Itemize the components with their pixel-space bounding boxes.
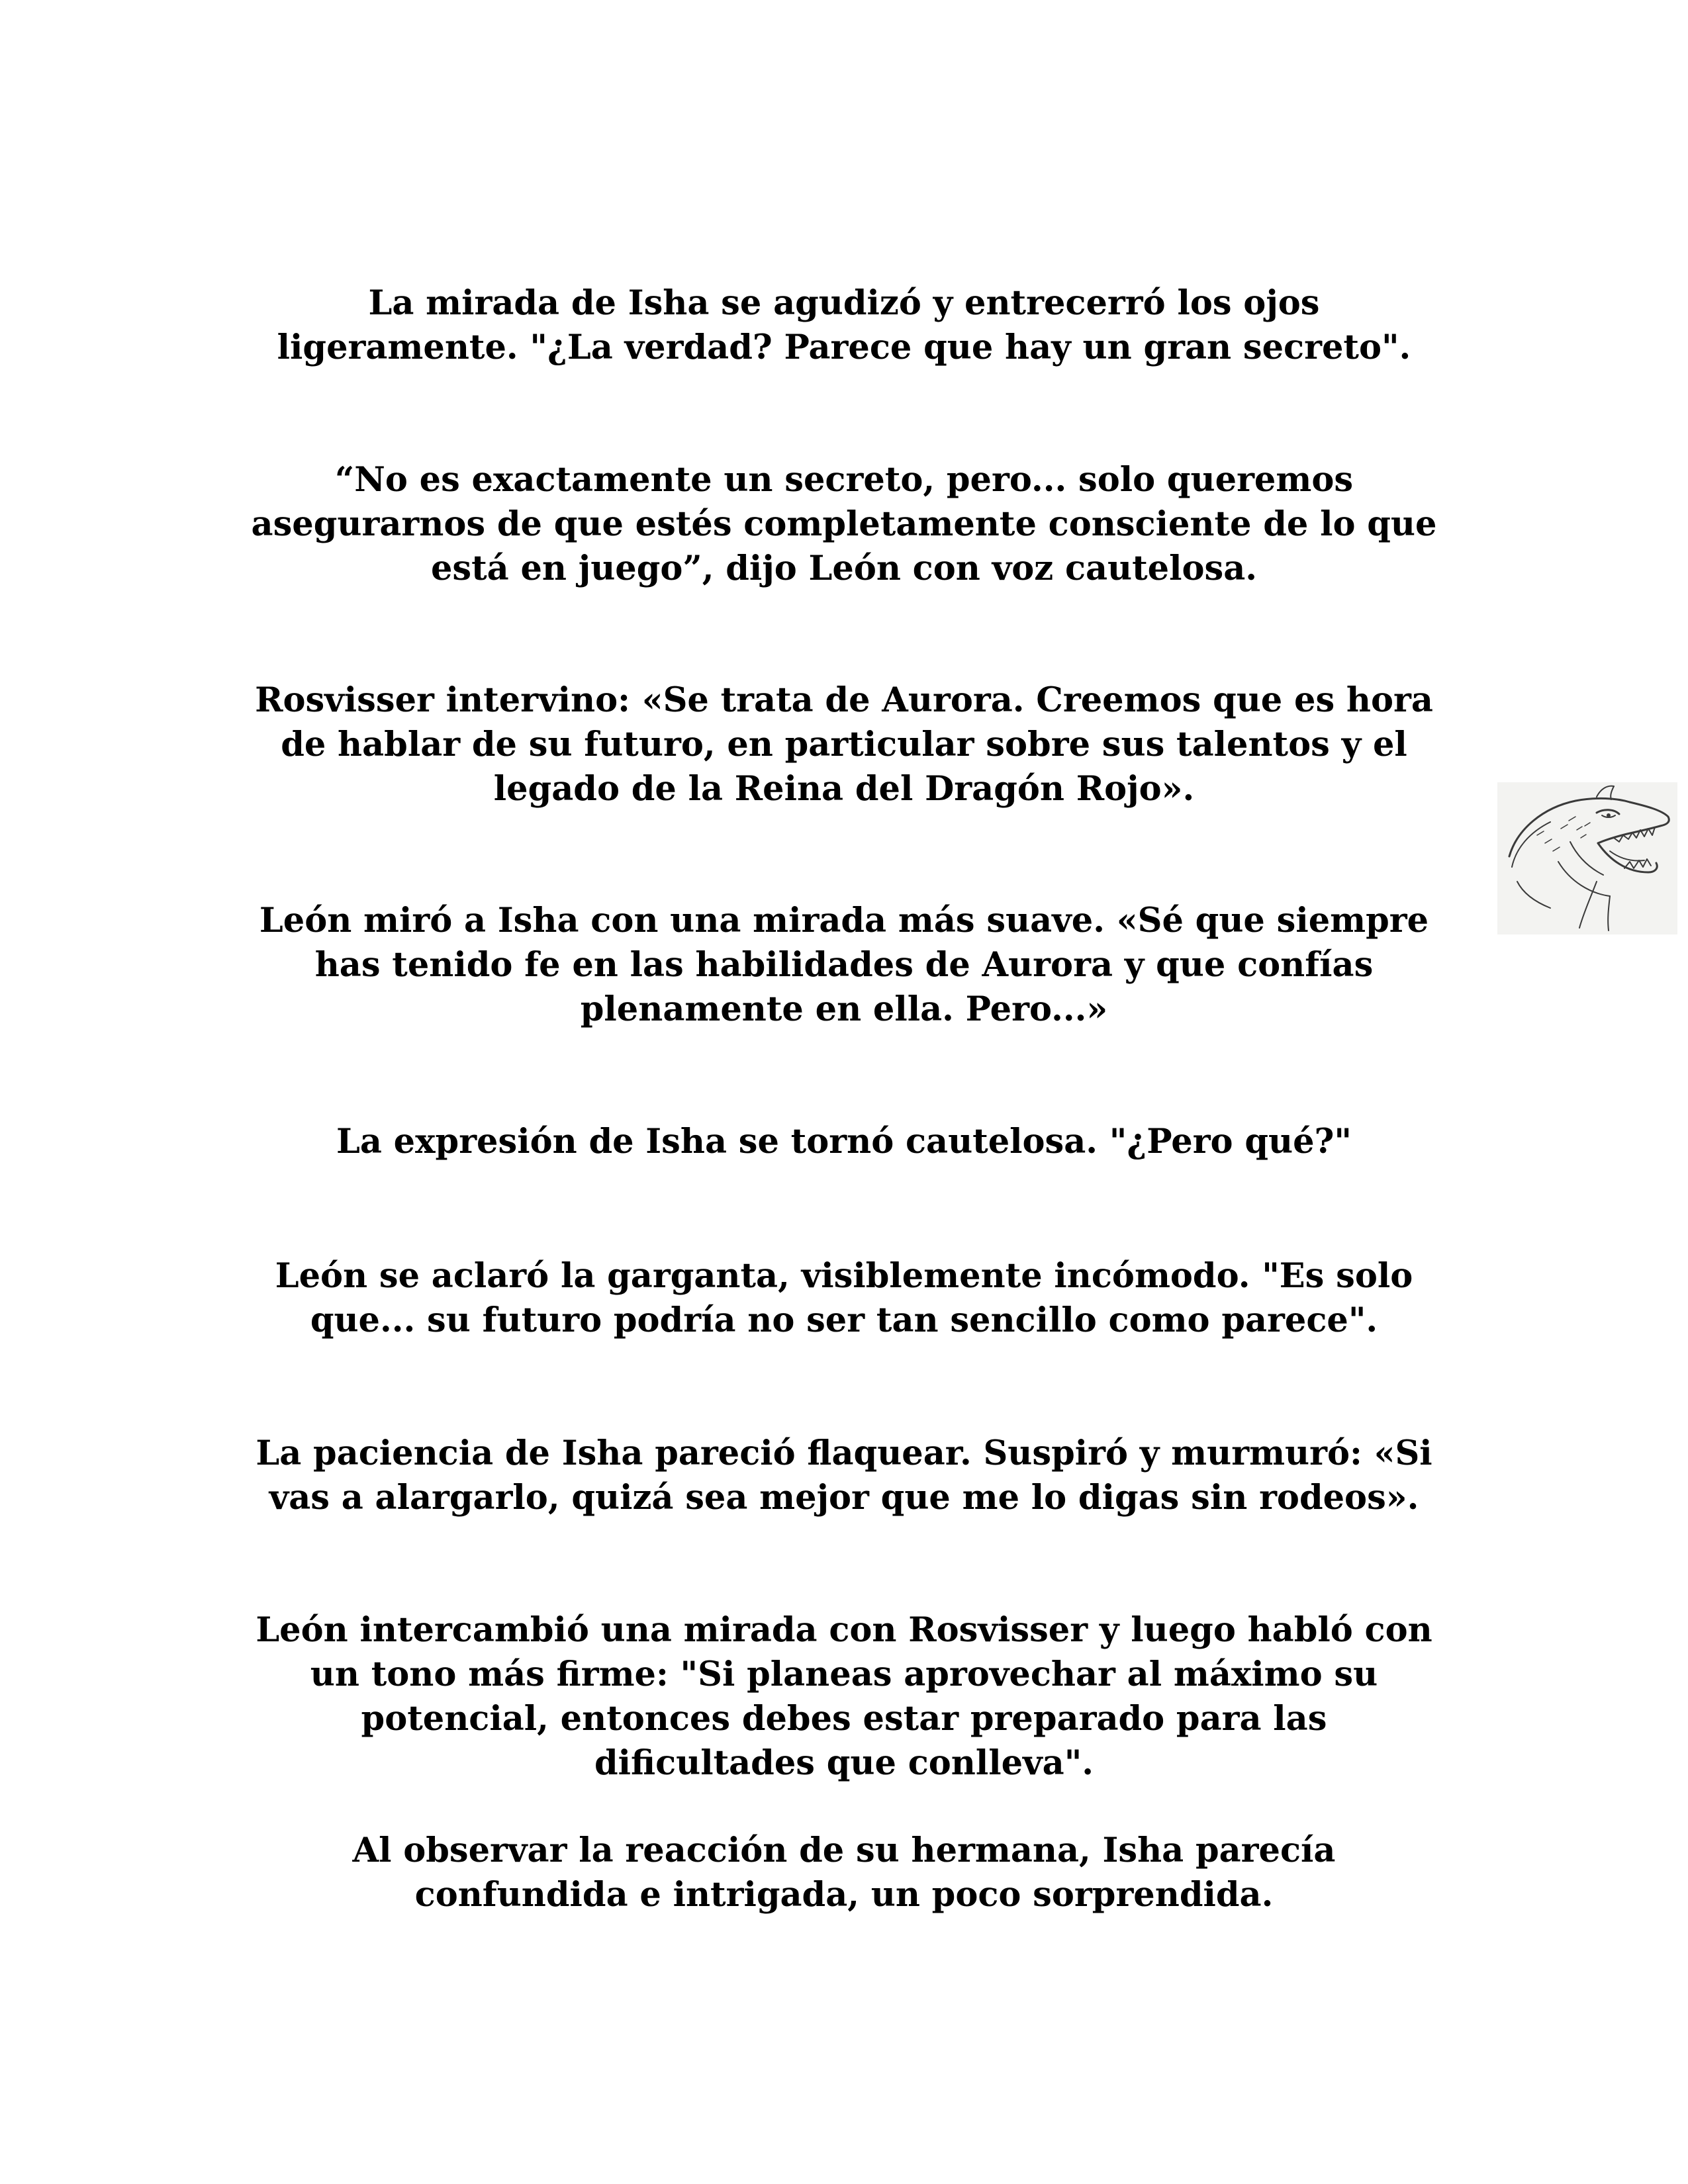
dragon-head-sketch-icon [1497,782,1677,934]
paragraph-4: León miró a Isha con una mirada más suave. «Sé que siempre has tenido fe en las habilidades de Aurora y que confías plenamente en ella. Pero...» [259,901,1429,1029]
paragraph-2: “No es exactamente un secreto, pero... solo queremos asegurarnos de que estés completamente consciente de lo que está en juego”, dijo León con voz cautelosa. [251,460,1437,588]
paragraph-5: La expresión de Isha se tornó cautelosa. "¿Pero qué?" [336,1122,1352,1161]
paragraph-1: La mirada de Isha se agudizó y entrecerró los ojos ligeramente. "¿La verdad? Parece que hay un gran secreto". [277,283,1411,367]
paragraph-3: Rosvisser intervino: «Se trata de Aurora. Creemos que es hora de hablar de su futuro, en particular sobre sus talentos y el legado de la Reina del Dragón Rojo». [255,680,1433,809]
paragraph-8: León intercambió una mirada con Rosvisser y luego habló con un tono más firme: "Si planeas aprovechar al máximo su potencial, entonces debes estar preparado para las dificultades que conlleva". [256,1610,1432,1783]
paragraph-7: La paciencia de Isha pareció flaquear. Suspiró y murmuró: «Si vas a alargarlo, quizá sea mejor que me lo digas sin rodeos». [256,1433,1432,1518]
paragraph-9: Al observar la reacción de su hermana, Isha parecía confundida e intrigada, un poco sorprendida. [352,1831,1336,1915]
paragraph-6: León se aclaró la garganta, visiblemente incómodo. "Es solo que... su futuro podría no ser tan sencillo como parece". [275,1256,1413,1340]
